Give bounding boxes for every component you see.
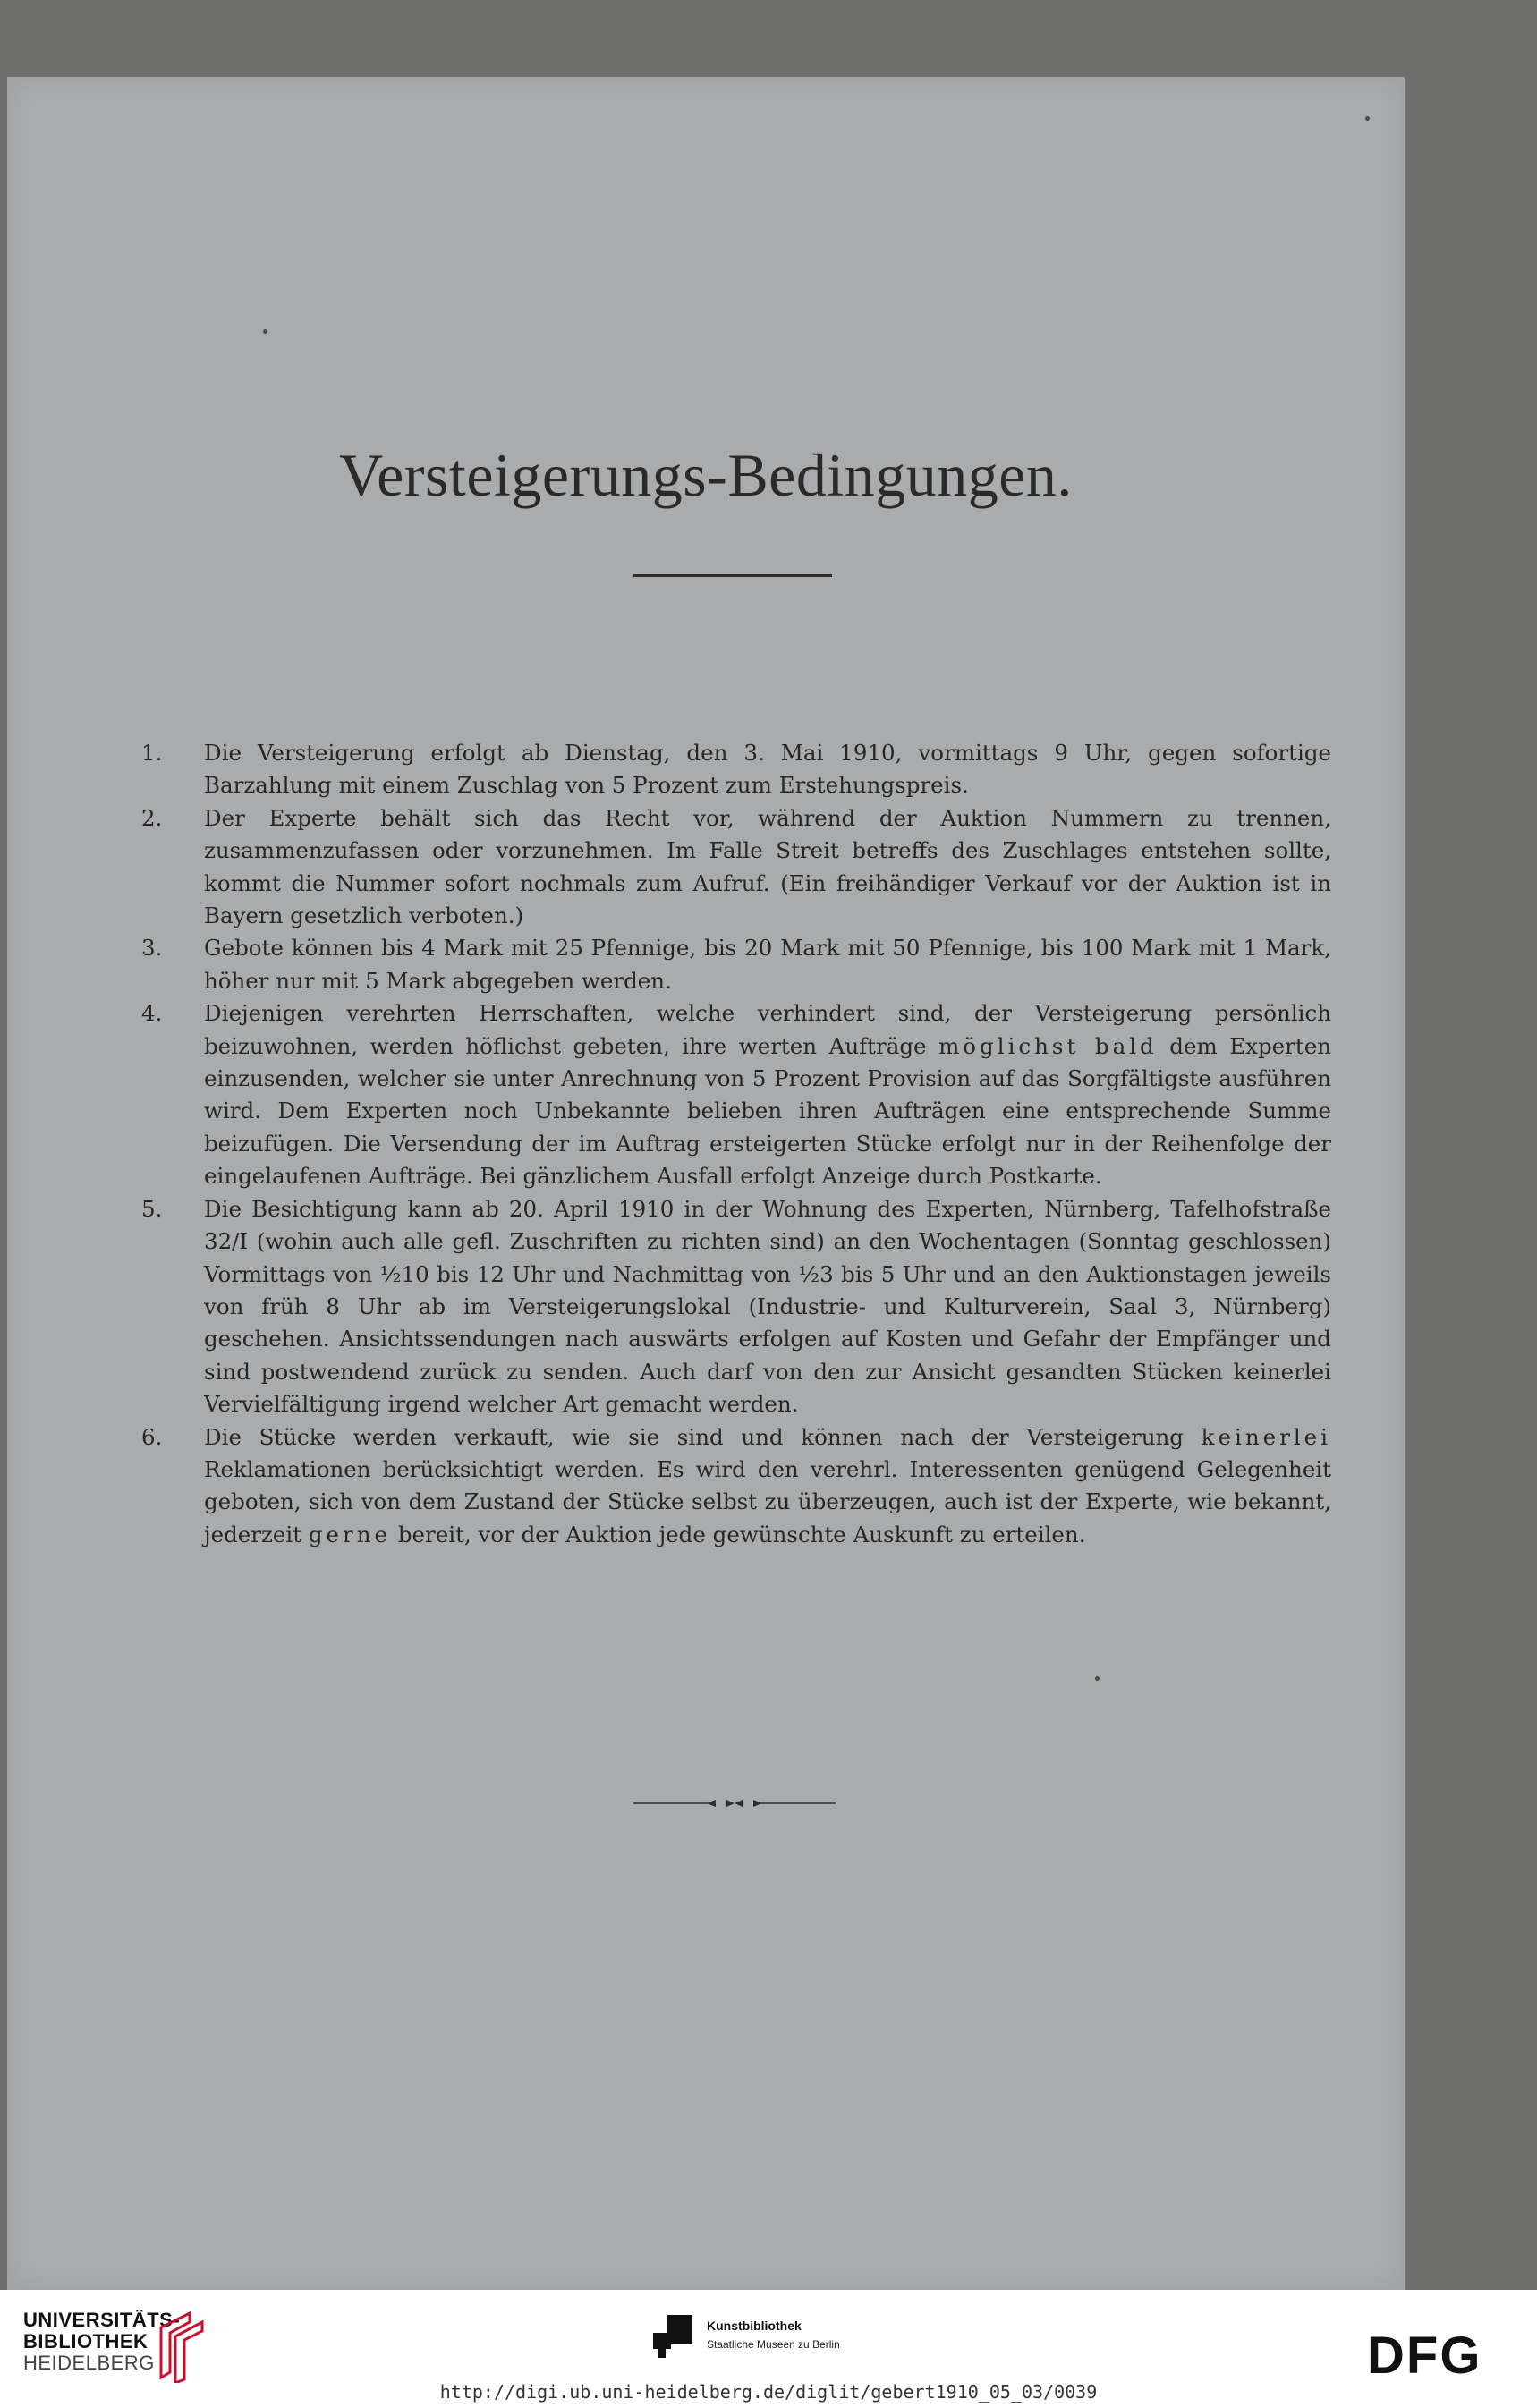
condition-emphasis: keinerlei [1201,1423,1331,1450]
paper-speck [1365,116,1370,121]
condition-item [141,1193,1331,1421]
condition-number: 2. [141,804,163,831]
title-divider [633,574,832,577]
kunstbibliothek-subtitle: Staatliche Museen zu Berlin [707,2338,840,2351]
paper-speck [1095,1676,1100,1681]
paper-speck [263,329,267,334]
condition-text: dem Experten einzusenden, welcher sie unter Anrechnung von 5 Prozent Provision auf das Sorgfältigste ausführen wird. Dem Experten noch Unbekannte belieben ihren Aufträgen eine entsprechende Summe beizufügen. Die Versendung der im Auftrag ersteigerten Stücke erfolgt nur in der Reihenfolge der eingelaufenen Aufträge. Bei gänzlichem Ausfall erfolgt Anzeige durch Postkarte. [204,1032,1331,1190]
kunstbibliothek-name: Kunstbibliothek [707,2319,802,2333]
condition-number: 3. [141,935,163,962]
condition-emphasis: gerne [308,1521,392,1547]
permalink-url[interactable]: http://digi.ub.uni-heidelberg.de/diglit/gebert1910_05_03/0039 [439,2381,1098,2403]
dfg-logo: DFG [1367,2327,1482,2385]
condition-item [141,737,1331,802]
ub-logo-line: HEIDELBERG [23,2352,155,2374]
condition-text: Gebote können bis 4 Mark mit 25 Pfennige, bis 20 Mark mit 50 Pfennige, bis 100 Mark mit 1 Mark, höher nur mit 5 Mark abgegeben werden. [204,935,1331,994]
condition-item [141,997,1331,1192]
condition-text: Reklamationen berücksichtigt werden. Es wird den verehrl. Interessenten genügend Gelegenheit geboten, sich von dem Zustand der Stücke selbst zu überzeugen, auch ist der Experte, wie bekannt, jederzeit [204,1455,1331,1547]
conditions-list [141,737,1331,1551]
kunstbibliothek-logo-icon [653,2315,698,2360]
condition-emphasis: möglichst bald [938,1032,1158,1059]
ornament-divider-icon [633,1798,836,1809]
ub-logo-line: BIBLIOTHEK [23,2330,149,2353]
condition-item [141,1421,1331,1552]
document-page [7,77,1405,2290]
ub-logo-mark-icon [152,2310,211,2383]
page-title: Versteigerungs-Bedingungen. [339,441,1073,509]
condition-number: 4. [141,1000,163,1027]
condition-text: bereit, vor der Auktion jede gewünschte Auskunft zu erteilen. [391,1521,1086,1547]
footer-bar [0,2290,1537,2408]
condition-item [141,932,1331,997]
condition-text: Die Besichtigung kann ab 20. April 1910 in der Wohnung des Experten, Nürnberg, Tafelhofstraße 32/I (wohin auch alle gefl. Zuschriften zu richten sind) an den Wochentagen (Sonntag geschlossen) Vormittags von ½10 bis 12 Uhr und Nachmittag von ½3 bis 5 Uhr und an den Auktionstagen jeweils von früh 8 Uhr ab im Versteigerungslokal (Industrie- und Kulturverein, Saal 3, Nürnberg) geschehen. Ansichtssendungen nach auswärts erfolgen auf Kosten und Gefahr der Empfänger und sind postwendend zurück zu senden. Auch darf von den zur Ansicht gesandten Stücken keinerlei Vervielfältigung irgend welcher Art gemacht werden. [204,1195,1331,1418]
condition-text: Die Versteigerung erfolgt ab Dienstag, den 3. Mai 1910, vormittags 9 Uhr, gegen sofortige Barzahlung mit einem Zuschlag von 5 Prozent zum Erstehungspreis. [204,740,1331,799]
condition-number: 1. [141,740,163,766]
ub-logo-line: UNIVERSITÄTS- [23,2309,181,2331]
condition-number: 5. [141,1195,163,1222]
condition-item [141,802,1331,933]
condition-text: Diejenigen verehrten Herrschaften, welche verhindert sind, der Versteigerung persönlich beizuwohnen, werden höflichst gebeten, ihre werten Aufträge [204,1000,1331,1059]
condition-text: Die Stücke werden verkauft, wie sie sind und können nach der Versteigerung [204,1423,1202,1450]
condition-number: 6. [141,1423,163,1450]
condition-text: Der Experte behält sich das Recht vor, während der Auktion Nummern zu trennen, zusammenzufassen oder vorzunehmen. Im Falle Streit betreffs des Zuschlages entstehen sollte, kommt die Nummer sofort nochmals zum Aufruf. (Ein freihändiger Verkauf vor der Auktion ist in Bayern gesetzlich verboten.) [204,804,1331,929]
